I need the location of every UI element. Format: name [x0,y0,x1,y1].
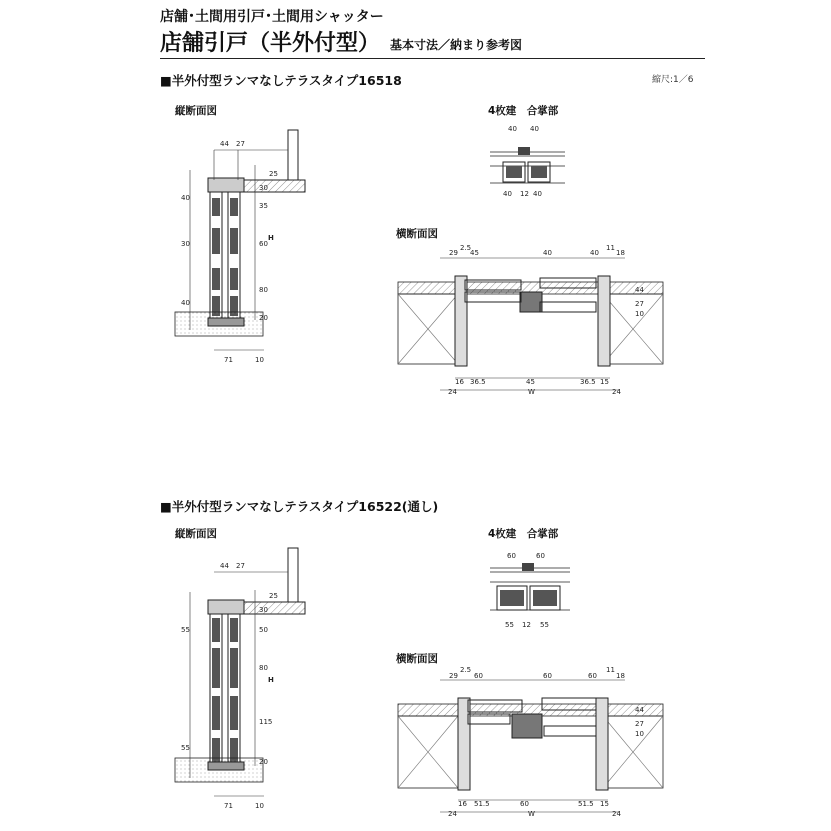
vertical-section-label-1: 縦断面図 [175,105,217,117]
svg-text:25: 25 [269,170,278,178]
svg-text:36.5: 36.5 [580,378,596,386]
svg-text:12: 12 [520,190,529,198]
wall-post [288,130,298,180]
vertical-section-label-2: 縦断面図 [175,528,217,540]
svg-text:W: W [528,388,535,396]
svg-text:11: 11 [606,666,615,674]
meeting-stile-drawing-2 [490,552,570,629]
svg-text:10: 10 [635,310,644,318]
svg-text:24: 24 [448,810,457,818]
svg-text:40: 40 [590,249,599,257]
svg-text:24: 24 [612,388,621,396]
svg-text:80: 80 [259,286,268,294]
svg-text:12: 12 [522,621,531,629]
svg-text:44: 44 [635,706,644,714]
svg-text:40: 40 [530,125,539,133]
svg-text:60: 60 [543,672,552,680]
section-title-2: ■半外付型ランマなしテラスタイプ16522(通し) [160,499,439,514]
svg-text:18: 18 [616,672,625,680]
svg-text:51.5: 51.5 [578,800,594,808]
svg-text:10: 10 [255,356,264,364]
horizontal-section-label-2: 横断面図 [396,653,438,665]
svg-text:16: 16 [458,800,467,808]
svg-text:40: 40 [508,125,517,133]
horizontal-section-label-1: 横断面図 [396,228,438,240]
svg-text:60: 60 [520,800,529,808]
meeting-stile-label-1: 4枚建 合掌部 [488,105,559,117]
svg-text:55: 55 [505,621,514,629]
svg-text:10: 10 [255,802,264,810]
svg-text:30: 30 [181,240,190,248]
svg-text:18: 18 [616,249,625,257]
svg-text:2.5: 2.5 [460,666,472,674]
svg-text:35: 35 [259,202,268,210]
svg-text:60: 60 [259,240,268,248]
section-title-1: ■半外付型ランマなしテラスタイプ16518 [160,73,402,88]
svg-text:29: 29 [449,672,458,680]
svg-text:30: 30 [259,606,268,614]
svg-text:27: 27 [635,720,644,728]
svg-text:60: 60 [474,672,483,680]
svg-text:15: 15 [600,800,609,808]
svg-text:27: 27 [635,300,644,308]
meeting-stile-drawing-1 [490,125,565,198]
svg-text:11: 11 [606,244,615,252]
scale-note: 縮尺:1／6 [652,75,694,85]
svg-text:24: 24 [612,810,621,818]
svg-text:2.5: 2.5 [460,244,472,252]
svg-text:16: 16 [455,378,464,386]
svg-text:H: H [268,676,274,684]
svg-text:44: 44 [635,286,644,294]
svg-text:60: 60 [536,552,545,560]
horizontal-section-drawing-1 [398,244,663,396]
svg-text:80: 80 [259,664,268,672]
svg-text:55: 55 [540,621,549,629]
ceiling-slab [240,180,305,192]
svg-text:55: 55 [181,744,190,752]
meeting-stile-label-2: 4枚建 合掌部 [488,528,559,540]
svg-text:45: 45 [526,378,535,386]
svg-text:25: 25 [269,592,278,600]
svg-text:24: 24 [448,388,457,396]
page-title: 店舗引戸（半外付型） [160,31,381,56]
svg-text:15: 15 [600,378,609,386]
vertical-section-drawing-2 [175,548,305,810]
svg-text:60: 60 [588,672,597,680]
svg-text:40: 40 [543,249,552,257]
svg-text:45: 45 [470,249,479,257]
page-subtitle: 基本寸法／納まり参考図 [390,38,523,52]
svg-text:60: 60 [507,552,516,560]
svg-text:10: 10 [635,730,644,738]
svg-text:30: 30 [259,184,268,192]
svg-text:40: 40 [533,190,542,198]
svg-text:40: 40 [181,299,190,307]
svg-text:27: 27 [236,562,245,570]
svg-text:71: 71 [224,356,233,364]
svg-text:40: 40 [503,190,512,198]
svg-text:29: 29 [449,249,458,257]
svg-text:115: 115 [259,718,273,726]
horizontal-section-drawing-2 [398,666,663,818]
svg-text:40: 40 [181,194,190,202]
svg-text:W: W [528,810,535,818]
svg-text:44: 44 [220,140,229,148]
svg-text:27: 27 [236,140,245,148]
svg-text:55: 55 [181,626,190,634]
svg-text:51.5: 51.5 [474,800,490,808]
svg-text:44: 44 [220,562,229,570]
svg-text:H: H [268,234,274,242]
svg-text:71: 71 [224,802,233,810]
vertical-section-drawing-1 [175,130,305,364]
svg-text:20: 20 [259,758,268,766]
svg-text:50: 50 [259,626,268,634]
header-category: 店舗･土間用引戸･土間用シャッター [160,9,384,25]
svg-text:36.5: 36.5 [470,378,486,386]
svg-text:20: 20 [259,314,268,322]
